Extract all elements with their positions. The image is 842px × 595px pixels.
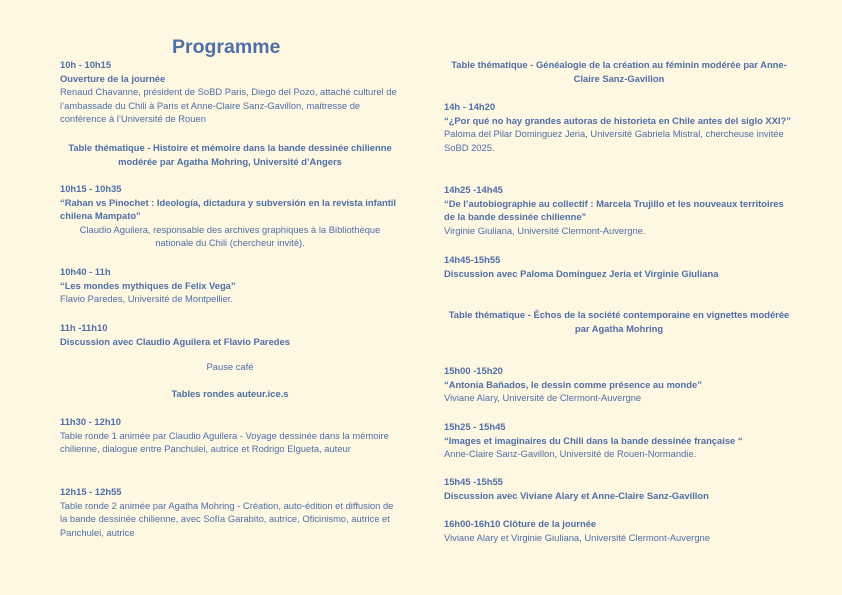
session-time: 15h25 - 15h45 [444,421,506,432]
session-time: 14h25 -14h45 [444,184,503,195]
session-felix-vega [60,265,400,306]
session-heading: “Antonia Bañados, le dessin comme présence au monde” [444,378,702,390]
session-speakers: Paloma del Pilar Dominguez Jeria, Université Gabriela Mistral, chercheuse invitée SoBD 2025. [444,128,784,153]
session-time: 11h30 - 12h10 [60,416,121,427]
session-time: 10h15 - 10h35 [60,183,122,194]
session-heading: “De l’autobiographie au collectif : Marcela Trujillo et les nouveaux territoires de la bande dessinée chilienne” [444,197,784,223]
closing-session [444,517,794,544]
opening-session [60,58,400,126]
session-description: Table ronde 2 animée par Agatha Mohring - Création, auto-édition et diffusion de la bande dessinée chilienne, avec Sofía Garabito, autrice, Oficinismo, autrice et Panchulei, autrice [60,499,394,538]
session-description: Table ronde 1 animée par Claudio Aguilera - Voyage dessinée dans la mémoire chilienne, dialogue entre Panchulei, autrice et Rodrigo Elgueta, auteur [60,429,389,455]
thematic-table-heading: Table thématique - Généalogie de la création au féminin modérée par Anne-Claire Sanz-Gavillon [451,59,787,84]
session-discussion [444,475,794,502]
session-discussion [444,253,794,280]
session-speakers: Flavio Paredes, Université de Montpellier. [60,293,233,305]
session-time: 14h45-15h55 [444,254,501,265]
session-speakers: Viviane Alary et Virginie Giuliana, Université Clermont-Auvergne [444,531,710,543]
session-time: 15h45 -15h55 [444,476,503,487]
session-speakers: Viviane Alary, Université de Clermont-Auvergne [444,392,642,404]
session-speakers: Virginie Giuliana, Université Clermont-Auvergne. [444,224,646,236]
session-speakers: Anne-Claire Sanz-Gavillon, Université de Rouen-Normandie. [444,448,697,460]
session-rahan [60,182,400,250]
session-heading: 16h00-16h10 Clôture de la journée [444,518,597,529]
thematic-table-heading: Table thématique - Échos de la société contemporaine en vignettes modérée par Agatha Mohring [448,309,790,334]
page-title: Programme [172,36,281,58]
session-heading: Ouverture de la journée [60,72,166,84]
session-speakers: Claudio Aguilera, responsable des archives graphiques à la Bibliothèque nationale du Chili (chercheur invité). [79,223,381,249]
round-tables-heading: Tables rondes auteur.ice.s [171,388,289,399]
round-table-1 [60,415,400,456]
session-time: 10h - 10h15 [60,59,112,70]
session-heading: Discussion avec Paloma Domínguez Jeria et Virginie Giuliana [444,267,719,279]
session-images-imaginaires [444,420,794,461]
round-table-2 [60,485,400,539]
session-time: 12h15 - 12h55 [60,486,122,497]
session-time: 14h - 14h20 [444,101,496,112]
session-time: 15h00 -15h20 [444,365,503,376]
session-heading: Discussion avec Claudio Aguilera et Flavio Paredes [60,335,290,347]
session-discussion [60,321,400,348]
session-speakers: Renaud Chavanne, président de SoBD Paris, Diego del Pozo, attaché culturel de l’ambassade du Chili à Paris et Anne-Claire Sanz-Gavillon, maitresse de conférence à l’Université de Rouen [60,86,397,125]
session-autobiographie [444,183,794,237]
session-grandes-autoras [444,100,794,154]
pause-label: Pause café [206,361,254,372]
session-heading: “Les mondes mythiques de Felix Vega” [60,279,236,291]
session-time: 11h -11h10 [60,322,108,333]
session-heading: “Images et imaginaires du Chili dans la bande dessinée française “ [444,434,743,446]
session-heading: Discussion avec Viviane Alary et Anne-Claire Sanz-Gavillon [444,489,709,501]
session-antonia-banados [444,364,794,405]
session-heading: “¿Por qué no hay grandes autoras de historieta en Chile antes del siglo XXI?” [444,114,791,126]
thematic-table-heading: Table thématique - Histoire et mémoire dans la bande dessinée chilienne modérée par Agatha Mohring, Université d’Angers [68,142,392,167]
session-time: 10h40 - 11h [60,266,111,277]
session-heading: “Rahan vs Pinochet : Ideología, dictadura y subversión en la revista infantil chilena Mampato” [60,196,397,222]
